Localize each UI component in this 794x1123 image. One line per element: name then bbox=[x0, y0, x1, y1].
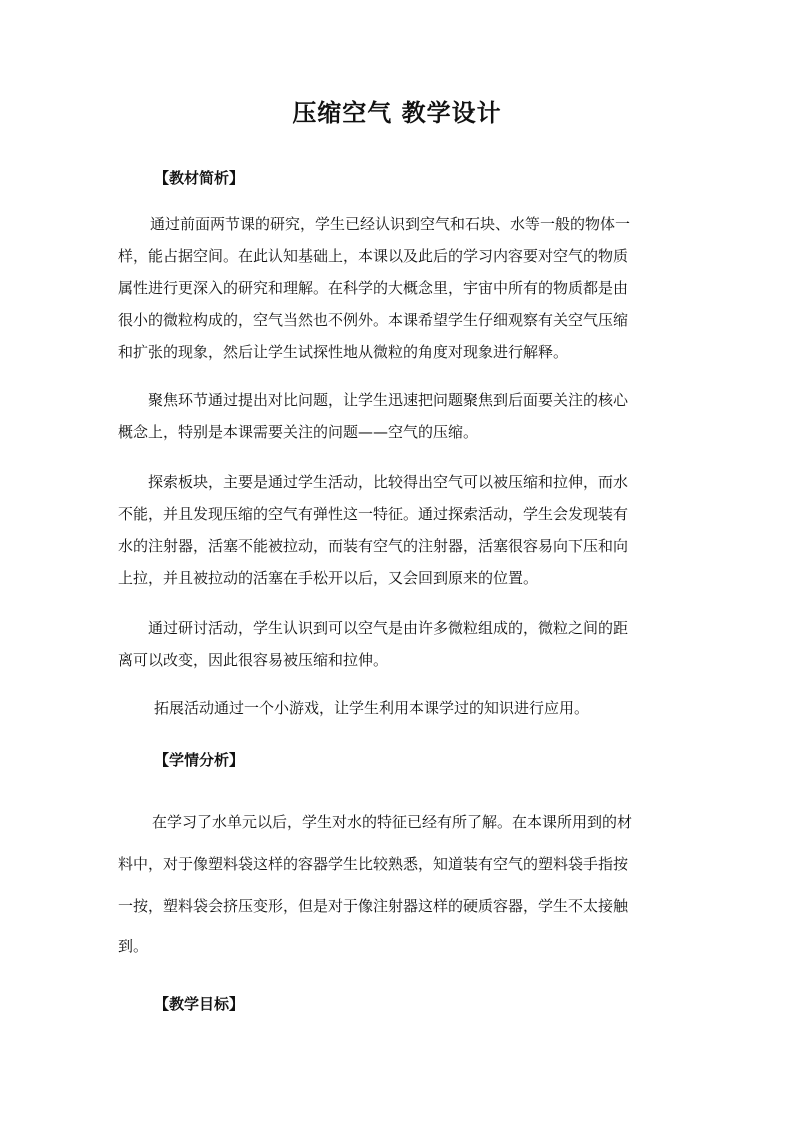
paragraph-line: 探索板块，主要是通过学生活动，比较得出空气可以被压缩和拉伸，而水 bbox=[148, 473, 629, 491]
section-heading-teaching-objectives: 【教学目标】 bbox=[154, 995, 245, 1013]
paragraph-line: 料中，对于像塑料袋这样的容器学生比较熟悉，知道装有空气的塑料袋手指按 bbox=[118, 855, 629, 873]
paragraph-line: 概念上，特别是本课需要关注的问题——空气的压缩。 bbox=[118, 423, 479, 441]
paragraph-line: 很小的微粒构成的，空气当然也不例外。本课希望学生仔细观察有关空气压缩 bbox=[118, 311, 629, 329]
section-heading-textbook-analysis: 【教材简析】 bbox=[154, 169, 245, 187]
paragraph-line: 在学习了水单元以后，学生对水的特征已经有所了解。在本课所用到的材 bbox=[152, 813, 633, 831]
paragraph-line: 到。 bbox=[118, 937, 149, 955]
paragraph-line: 通过前面两节课的研究，学生已经认识到空气和石块、水等一般的物体一 bbox=[150, 215, 631, 233]
paragraph-line: 上拉，并且被拉动的活塞在手松开以后，又会回到原来的位置。 bbox=[118, 569, 539, 587]
paragraph-line: 水的注射器，活塞不能被拉动，而装有空气的注射器，活塞很容易向下压和向 bbox=[118, 537, 629, 555]
paragraph-line: 聚焦环节通过提出对比问题，让学生迅速把问题聚焦到后面要关注的核心 bbox=[148, 391, 629, 409]
document-title: 压缩空气 教学设计 bbox=[292, 99, 502, 127]
section-heading-learner-analysis: 【学情分析】 bbox=[154, 751, 245, 769]
paragraph-line: 拓展活动通过一个小游戏，让学生利用本课学过的知识进行应用。 bbox=[154, 699, 590, 717]
paragraph-line: 通过研讨活动，学生认识到可以空气是由许多微粒组成的，微粒之间的距 bbox=[148, 619, 629, 637]
paragraph-line: 离可以改变，因此很容易被压缩和拉伸。 bbox=[118, 651, 389, 669]
paragraph-line: 样，能占据空间。在此认知基础上，本课以及此后的学习内容要对空气的物质 bbox=[118, 247, 629, 265]
paragraph-line: 属性进行更深入的研究和理解。在科学的大概念里，宇宙中所有的物质都是由 bbox=[118, 279, 629, 297]
paragraph-line: 一按，塑料袋会挤压变形，但是对于像注射器这样的硬质容器，学生不太接触 bbox=[118, 897, 629, 915]
paragraph-line: 和扩张的现象，然后让学生试探性地从微粒的角度对现象进行解释。 bbox=[118, 343, 569, 361]
paragraph-line: 不能，并且发现压缩的空气有弹性这一特征。通过探索活动，学生会发现装有 bbox=[118, 505, 629, 523]
